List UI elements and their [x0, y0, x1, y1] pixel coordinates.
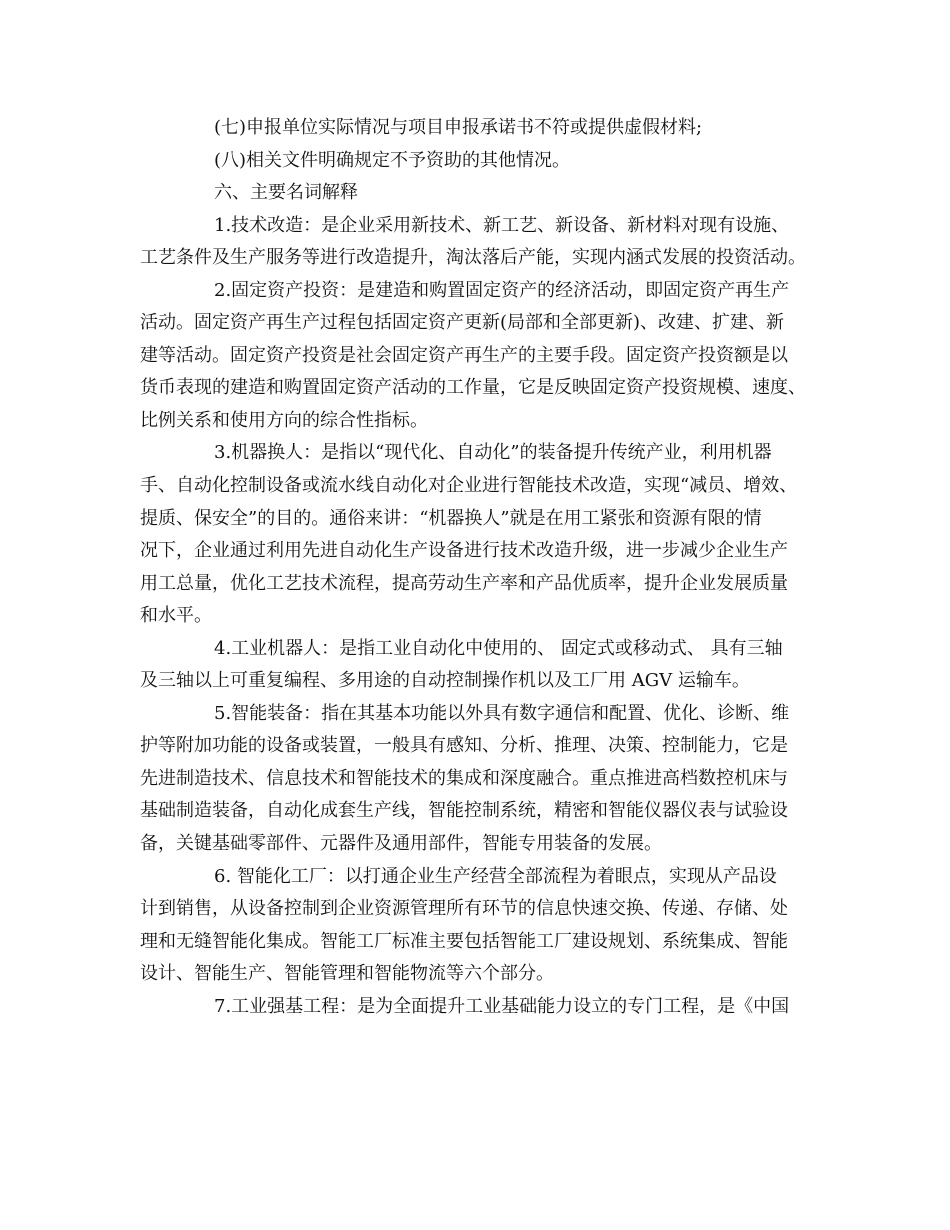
text-line: 护等附加功能的设备或装置，一般具有感知、分析、推理、决策、控制能力，它是 — [140, 735, 788, 757]
paragraph-p9 — [140, 861, 820, 991]
text-line: (七)申报单位实际情况与项目申报承诺书不符或提供虚假材料; — [214, 117, 703, 138]
paragraph-list — [140, 112, 820, 1023]
paragraph-p1 — [140, 112, 820, 145]
paragraph-p6 — [140, 437, 820, 632]
paragraph-p7 — [140, 633, 820, 698]
text-line: 用工总量，优化工艺技术流程，提高劳动生产率和产品优质率，提升企业发展质量 — [140, 572, 788, 594]
text-line: 4.工业机器人：是指工业自动化中使用的、 固定式或移动式、 具有三轴 — [214, 637, 783, 659]
text-line: 备，关键基础零部件、元器件及通用部件，智能专用装备的发展。 — [140, 833, 662, 855]
text-line: 基础制造装备，自动化成套生产线，智能控制系统，精密和智能仪器仪表与试验设 — [140, 800, 788, 822]
paragraph-p3 — [140, 177, 820, 210]
text-line: 5.智能装备：指在其基本功能以外具有数字通信和配置、优化、诊断、维 — [214, 702, 790, 724]
text-line: 计到销售，从设备控制到企业资源管理所有环节的信息快速交换、传递、存储、处 — [140, 898, 788, 920]
text-line: 设计、智能生产、智能管理和智能物流等六个部分。 — [140, 963, 554, 985]
text-line: 及三轴以上可重复编程、多用途的自动控制操作机以及工厂用 AGV 运输车。 — [140, 670, 750, 692]
text-line: 活动。固定资产再生产过程包括固定资产更新(局部和全部更新)、改建、扩建、新 — [140, 312, 785, 334]
text-line: 况下，企业通过利用先进自动化生产设备进行技术改造升级，进一步减少企业生产 — [140, 540, 788, 562]
text-line: 和水平。 — [140, 605, 212, 627]
document-body — [140, 112, 820, 1023]
text-line: 理和无缝智能化集成。智能工厂标准主要包括智能工厂建设规划、系统集成、智能 — [140, 930, 788, 952]
text-line: 提质、保安全”的目的。通俗来讲：“机器换人”就是在用工紧张和资源有限的情 — [140, 507, 762, 529]
text-line: 比例关系和使用方向的综合性指标。 — [140, 409, 428, 431]
text-line: 6. 智能化工厂：以打通企业生产经营全部流程为着眼点，实现从产品设 — [214, 865, 777, 887]
text-line: (八)相关文件明确规定不予资助的其他情况。 — [214, 149, 571, 171]
paragraph-p10 — [140, 991, 820, 1024]
text-line: 2.固定资产投资：是建造和购置固定资产的经济活动，即固定资产再生产 — [214, 279, 790, 301]
text-line: 六、主要名词解释 — [214, 182, 358, 204]
text-line: 建等活动。固定资产投资是社会固定资产再生产的主要手段。固定资产投资额是以 — [140, 344, 788, 366]
paragraph-p8 — [140, 698, 820, 861]
text-line: 手、自动化控制设备或流水线自动化对企业进行智能技术改造，实现“减员、增效、 — [140, 475, 798, 497]
text-line: 3.机器换人：是指以“现代化、自动化”的装备提升传统产业，利用机器 — [214, 442, 772, 464]
text-line: 7.工业强基工程：是为全面提升工业基础能力设立的专门工程，是《中国 — [214, 995, 790, 1017]
paragraph-p4 — [140, 210, 820, 275]
text-line: 先进制造技术、信息技术和智能技术的集成和深度融合。重点推进高档数控机床与 — [140, 767, 788, 789]
paragraph-p2 — [140, 145, 820, 178]
text-line: 1.技术改造：是企业采用新技术、新工艺、新设备、新材料对现有设施、 — [214, 214, 790, 236]
text-line: 工艺条件及生产服务等进行改造提升，淘汰落后产能，实现内涵式发展的投资活动。 — [140, 247, 806, 269]
text-line: 货币表现的建造和购置固定资产活动的工作量，它是反映固定资产投资规模、速度、 — [140, 377, 806, 399]
paragraph-p5 — [140, 275, 820, 438]
